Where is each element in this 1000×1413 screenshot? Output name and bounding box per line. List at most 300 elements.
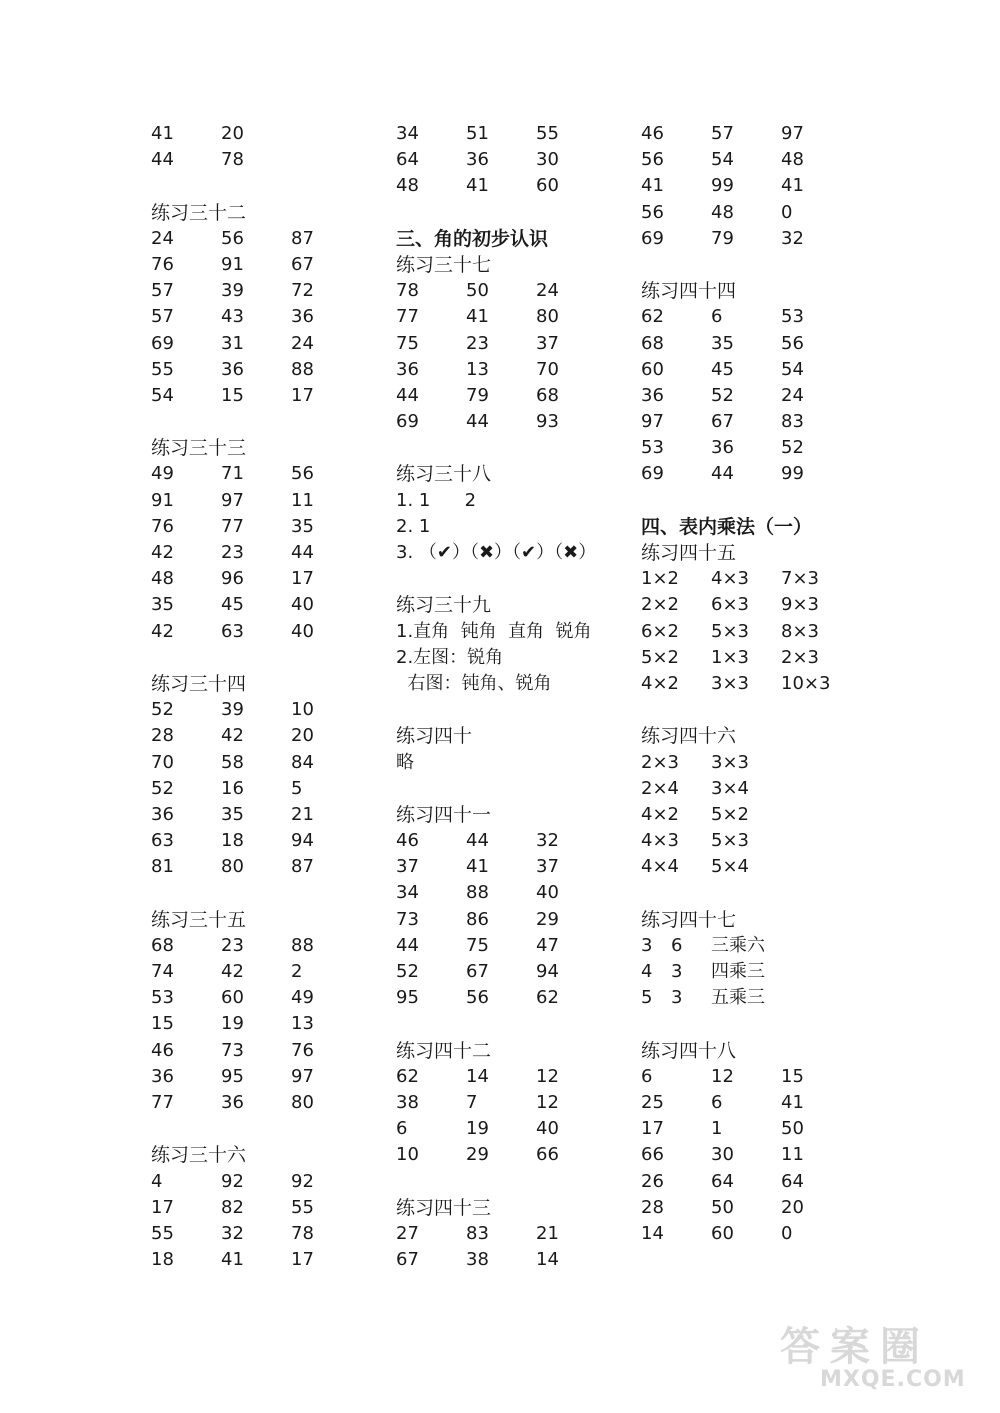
answer-cell: 84 [291, 751, 314, 773]
block-spacer [641, 1011, 812, 1037]
section-heading: 四、表内乘法（一） [641, 515, 813, 538]
answer-line: 1.直角 钝角 直角 锐角 [396, 620, 592, 642]
answer-row [641, 959, 812, 985]
answer-cell: 44 [291, 542, 314, 563]
answer-line: 略 [396, 751, 414, 773]
answer-row [396, 1221, 596, 1247]
answer-cell: 38 [466, 1249, 489, 1271]
answer-row [641, 750, 812, 776]
answer-cell: 92 [291, 1170, 314, 1192]
block-spacer [151, 173, 246, 199]
answer-row [151, 1195, 314, 1221]
answer-cell: 14 [641, 1222, 664, 1244]
answer-cell: 41 [151, 123, 174, 144]
answer-row [151, 1064, 314, 1090]
answer-cell: 23 [221, 934, 244, 956]
answer-cell: 69 [641, 463, 664, 485]
answer-cell: 97 [221, 489, 244, 511]
answer-cell: 10 [396, 1144, 419, 1166]
answer-cell: 36 [221, 358, 244, 380]
answer-row [396, 1116, 596, 1142]
answer-cell: 14 [466, 1065, 489, 1087]
answer-cell: 12 [536, 1091, 559, 1113]
answer-cell: 70 [536, 358, 559, 380]
answer-cell: 10×3 [781, 672, 831, 694]
exercise-title: 练习三十九 [396, 594, 492, 617]
answer-row [151, 357, 314, 383]
answer-row [641, 331, 812, 357]
answer-cell: 40 [536, 882, 559, 904]
answer-cell: 28 [151, 725, 174, 747]
exercise-title: 练习三十五 [151, 908, 247, 931]
answer-cell: 58 [221, 751, 244, 773]
answer-line: 右图：钝角、锐角 [396, 672, 552, 694]
answer-row [151, 854, 314, 880]
answer-row [641, 357, 812, 383]
block-spacer [396, 1011, 596, 1037]
answer-cell: 1×2 [641, 568, 679, 590]
answer-cell: 5 [291, 777, 303, 799]
answer-cell: 13 [466, 358, 489, 380]
answer-cell: 88 [291, 358, 314, 380]
block-spacer [151, 1116, 246, 1142]
answer-cell: 6×3 [711, 594, 749, 616]
answer-cell: 17 [291, 1249, 314, 1271]
answer-cell: 63 [151, 830, 174, 852]
watermark-char: 案 [830, 1324, 870, 1370]
answer-row [151, 776, 303, 802]
answer-row [641, 1064, 812, 1090]
answer-row [396, 959, 596, 985]
answer-cell: 66 [641, 1144, 664, 1166]
answer-cell: 4×3 [641, 830, 679, 852]
exercise-title: 练习三十四 [151, 672, 247, 695]
answer-row [151, 383, 314, 409]
answer-cell: 94 [291, 830, 314, 852]
answer-cell: 80 [221, 856, 244, 878]
answer-cell: 44 [711, 463, 734, 485]
answer-cell: 21 [536, 1222, 559, 1244]
answer-row [151, 1011, 314, 1037]
answer-cell: 64 [781, 1170, 804, 1192]
block-spacer [396, 435, 596, 461]
answer-cell: 5×4 [711, 856, 749, 878]
answer-cell: 50 [781, 1118, 804, 1140]
answer-cell: 12 [536, 1065, 559, 1087]
answer-cell: 83 [781, 411, 804, 433]
answer-cell: 37 [536, 332, 559, 354]
answer-row [641, 147, 812, 173]
answer-row [396, 121, 596, 147]
answer-cell: 37 [396, 856, 419, 878]
answer-row [151, 1090, 314, 1116]
answer-cell: 57 [151, 280, 174, 302]
exercise-title: 练习三十三 [151, 437, 247, 460]
answer-row [396, 828, 596, 854]
answer-cell: 5×3 [711, 620, 749, 642]
answer-cell: 40 [291, 620, 314, 642]
answer-cell: 30 [536, 149, 559, 171]
answer-row [641, 461, 812, 487]
answer-cell: 99 [711, 175, 734, 197]
answer-cell: 14 [536, 1249, 559, 1271]
answer-cell: 36 [396, 358, 419, 380]
answer-cell: 19 [221, 1013, 244, 1035]
answer-row [396, 383, 596, 409]
answer-cell: 4×4 [641, 856, 679, 878]
answer-cell: 4 [641, 961, 653, 982]
answer-cell: 55 [151, 358, 174, 380]
section-heading: 三、角的初步认识 [396, 227, 549, 250]
answer-row [151, 592, 314, 618]
answer-cell: 13 [291, 1013, 314, 1035]
answer-cell: 78 [291, 1222, 314, 1244]
answer-cell: 76 [151, 515, 174, 537]
answer-row [396, 409, 596, 435]
exercise-title: 练习四十七 [641, 908, 737, 931]
answer-cell: 36 [291, 306, 314, 328]
answer-cell: 6×2 [641, 620, 679, 642]
answer-cell: 五乘三 [711, 987, 765, 1009]
answer-cell: 17 [291, 384, 314, 406]
answer-row [641, 566, 819, 592]
answer-line: 1. 1 2 [396, 489, 477, 511]
answer-cell: 36 [151, 1065, 174, 1087]
exercise-title: 练习三十二 [151, 201, 247, 224]
answer-cell: 41 [466, 175, 489, 197]
answer-cell: 56 [641, 149, 664, 171]
answer-cell: 23 [466, 332, 489, 354]
exercise-title: 练习四十六 [641, 725, 737, 748]
answer-row [641, 592, 819, 618]
answer-cell: 35 [291, 515, 314, 537]
answer-cell: 3×3 [711, 672, 749, 694]
answer-cell: 36 [466, 149, 489, 171]
answer-row [151, 723, 314, 749]
answer-row [151, 1169, 314, 1195]
answer-cell: 45 [221, 594, 244, 616]
answer-cell: 18 [221, 830, 244, 852]
answer-cell: 24 [781, 384, 804, 406]
answer-cell: 54 [151, 384, 174, 406]
answer-cell: 6 [711, 306, 723, 328]
answer-cell: 57 [151, 306, 174, 328]
answer-cell: 40 [536, 1118, 559, 1140]
answer-row [396, 304, 596, 330]
answer-cell: 3 [671, 961, 683, 982]
answer-cell: 5×2 [711, 803, 749, 825]
answer-cell: 91 [151, 489, 174, 511]
answer-cell: 86 [466, 908, 489, 930]
answer-column-2 [396, 121, 596, 1273]
answer-row [641, 226, 812, 252]
answer-cell: 96 [221, 568, 244, 590]
answer-cell: 32 [536, 830, 559, 852]
answer-cell: 78 [396, 280, 419, 302]
answer-cell: 47 [536, 934, 559, 956]
answer-cell: 48 [781, 149, 804, 171]
answer-cell: 56 [466, 987, 489, 1009]
answer-cell: 2×3 [781, 646, 819, 668]
answer-cell: 92 [221, 1170, 244, 1192]
answer-cell: 18 [151, 1249, 174, 1271]
answer-cell: 2×3 [641, 751, 679, 773]
answer-cell: 77 [396, 306, 419, 328]
answer-cell: 36 [711, 437, 734, 459]
answer-cell: 2×4 [641, 777, 679, 799]
answer-row [641, 933, 812, 959]
answer-cell: 26 [641, 1170, 664, 1192]
answer-cell: 44 [466, 411, 489, 433]
answer-cell: 6 [711, 1091, 723, 1113]
answer-row [641, 200, 812, 226]
answer-cell: 76 [291, 1039, 314, 1061]
answer-cell: 56 [221, 227, 244, 249]
answer-row [151, 802, 314, 828]
answer-cell: 60 [536, 175, 559, 197]
answer-cell: 17 [151, 1196, 174, 1218]
answer-cell: 79 [466, 384, 489, 406]
answer-cell: 42 [221, 961, 244, 982]
answer-cell: 52 [151, 699, 174, 721]
watermark-url: MXQE.COM [820, 1367, 966, 1392]
answer-cell: 67 [291, 253, 314, 275]
answer-line: 2.左图：锐角 [396, 646, 504, 668]
block-spacer [641, 697, 812, 723]
answer-row [641, 854, 812, 880]
answer-row [641, 383, 812, 409]
answer-cell: 82 [221, 1196, 244, 1218]
answer-cell: 91 [221, 253, 244, 275]
answer-row [641, 985, 812, 1011]
block-spacer [641, 880, 812, 906]
answer-cell: 四乘三 [711, 961, 765, 982]
watermark-logo [780, 1315, 980, 1395]
answer-cell: 7×3 [781, 568, 819, 590]
answer-row [151, 461, 314, 487]
answer-cell: 35 [221, 803, 244, 825]
answer-cell: 99 [781, 463, 804, 485]
answer-cell: 5 [641, 987, 653, 1009]
answer-cell: 37 [536, 856, 559, 878]
answer-cell: 48 [151, 568, 174, 590]
answer-row [151, 147, 246, 173]
answer-cell: 41 [641, 175, 664, 197]
answer-row [151, 121, 246, 147]
answer-line: 3. （✔）（✖）（✔）（✖） [396, 542, 597, 563]
answer-row [151, 828, 314, 854]
answer-cell: 67 [396, 1249, 419, 1271]
answer-row [396, 173, 596, 199]
answer-row [641, 1221, 812, 1247]
answer-cell: 48 [711, 201, 734, 223]
answer-row [641, 409, 812, 435]
answer-cell: 95 [221, 1065, 244, 1087]
answer-row [396, 1090, 596, 1116]
answer-row [396, 933, 596, 959]
answer-cell: 54 [711, 149, 734, 171]
answer-row [641, 304, 812, 330]
answer-line: 2. 1 [396, 515, 431, 537]
answer-cell: 34 [396, 123, 419, 144]
answer-cell: 49 [291, 987, 314, 1009]
answer-cell: 35 [711, 332, 734, 354]
answer-cell: 74 [151, 961, 174, 982]
answer-cell: 15 [151, 1013, 174, 1035]
answer-cell: 70 [151, 751, 174, 773]
answer-row [151, 488, 314, 514]
answer-row [641, 1116, 812, 1142]
answer-cell: 1 [711, 1118, 723, 1140]
answer-row [151, 304, 314, 330]
answer-cell: 55 [151, 1222, 174, 1244]
answer-row [151, 697, 314, 723]
answer-cell: 43 [221, 306, 244, 328]
answer-cell: 77 [221, 515, 244, 537]
answer-row [396, 278, 596, 304]
answer-cell: 41 [466, 306, 489, 328]
answer-cell: 60 [221, 987, 244, 1009]
answer-cell: 24 [291, 332, 314, 354]
answer-cell: 4×2 [641, 672, 679, 694]
answer-cell: 80 [536, 306, 559, 328]
answer-cell: 20 [291, 725, 314, 747]
answer-cell: 41 [781, 1091, 804, 1113]
answer-row [396, 1247, 596, 1273]
answer-cell: 50 [711, 1196, 734, 1218]
answer-cell: 41 [781, 175, 804, 197]
answer-cell: 77 [151, 1091, 174, 1113]
answer-cell: 11 [291, 489, 314, 511]
answer-cell: 0 [781, 1222, 793, 1244]
answer-cell: 32 [781, 227, 804, 249]
answer-cell: 7 [466, 1091, 478, 1113]
answer-cell: 4×2 [641, 803, 679, 825]
answer-cell: 62 [641, 306, 664, 328]
answer-row [641, 802, 812, 828]
block-spacer [396, 1169, 596, 1195]
answer-row [396, 985, 596, 1011]
answer-cell: 6 [671, 934, 683, 956]
answer-cell: 11 [781, 1144, 804, 1166]
answer-cell: 8×3 [781, 620, 819, 642]
answer-cell: 62 [396, 1065, 419, 1087]
answer-cell: 36 [641, 384, 664, 406]
answer-cell: 36 [221, 1091, 244, 1113]
answer-cell: 6 [641, 1065, 653, 1087]
answer-row [151, 985, 314, 1011]
block-spacer [151, 409, 246, 435]
answer-cell: 78 [221, 149, 244, 171]
answer-cell: 63 [221, 620, 244, 642]
answer-cell: 93 [536, 411, 559, 433]
answer-cell: 48 [396, 175, 419, 197]
answer-cell: 97 [781, 123, 804, 144]
answer-row [151, 1221, 314, 1247]
answer-cell: 97 [641, 411, 664, 433]
answer-cell: 4 [151, 1170, 163, 1192]
answer-cell: 67 [466, 961, 489, 982]
answer-cell: 54 [781, 358, 804, 380]
answer-cell: 95 [396, 987, 419, 1009]
answer-row [151, 1038, 314, 1064]
answer-cell: 52 [151, 777, 174, 799]
exercise-title: 练习三十八 [396, 463, 492, 486]
answer-cell: 68 [641, 332, 664, 354]
answer-column-1 [151, 121, 314, 1273]
exercise-title: 练习四十八 [641, 1039, 737, 1062]
answer-cell: 3 [671, 987, 683, 1009]
answer-cell: 81 [151, 856, 174, 878]
answer-cell: 46 [641, 123, 664, 144]
answer-cell: 42 [151, 542, 174, 563]
answer-cell: 46 [151, 1039, 174, 1061]
exercise-title: 练习三十六 [151, 1144, 247, 1167]
answer-cell: 15 [221, 384, 244, 406]
answer-row [396, 331, 596, 357]
answer-cell: 36 [151, 803, 174, 825]
exercise-title: 练习四十二 [396, 1039, 492, 1062]
exercise-title: 练习四十一 [396, 803, 492, 826]
answer-cell: 31 [221, 332, 244, 354]
answer-cell: 40 [291, 594, 314, 616]
answer-row [641, 121, 812, 147]
watermark-char: 答 [780, 1324, 820, 1370]
answer-cell: 44 [151, 149, 174, 171]
answer-cell: 24 [536, 280, 559, 302]
answer-cell: 1×3 [711, 646, 749, 668]
answer-cell: 27 [396, 1222, 419, 1244]
answer-cell: 44 [466, 830, 489, 852]
answer-cell: 4×3 [711, 568, 749, 590]
answer-row [151, 252, 314, 278]
answer-cell: 56 [781, 332, 804, 354]
answer-row [151, 566, 314, 592]
answer-cell: 16 [221, 777, 244, 799]
answer-row [151, 959, 303, 985]
answer-cell: 12 [711, 1065, 734, 1087]
answer-row [641, 1142, 812, 1168]
answer-cell: 42 [151, 620, 174, 642]
block-spacer [396, 697, 596, 723]
exercise-title: 练习四十三 [396, 1196, 492, 1219]
watermark-char: 圈 [880, 1324, 920, 1370]
answer-cell: 5×2 [641, 646, 679, 668]
block-spacer [151, 880, 246, 906]
answer-cell: 64 [711, 1170, 734, 1192]
answer-cell: 28 [641, 1196, 664, 1218]
answer-cell: 53 [641, 437, 664, 459]
answer-cell: 75 [396, 332, 419, 354]
answer-row [151, 331, 314, 357]
answer-cell: 53 [151, 987, 174, 1009]
answer-cell: 87 [291, 856, 314, 878]
answer-cell: 69 [641, 227, 664, 249]
exercise-title: 练习四十五 [641, 542, 737, 564]
block-spacer [396, 776, 596, 802]
answer-cell: 71 [221, 463, 244, 485]
answer-row [641, 645, 819, 671]
answer-cell: 52 [396, 961, 419, 982]
answer-row [151, 226, 314, 252]
answer-cell: 66 [536, 1144, 559, 1166]
answer-row [396, 1064, 596, 1090]
answer-cell: 69 [396, 411, 419, 433]
answer-cell: 69 [151, 332, 174, 354]
answer-cell: 55 [536, 123, 559, 144]
answer-cell: 30 [711, 1144, 734, 1166]
answer-cell: 88 [291, 934, 314, 956]
